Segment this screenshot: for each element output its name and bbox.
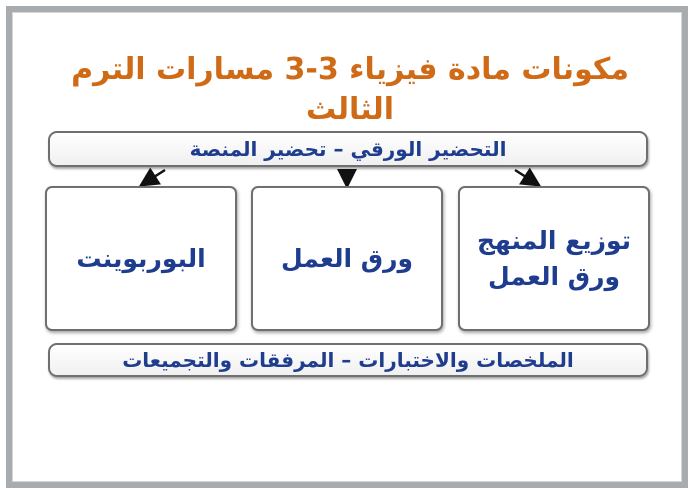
box-worksheets: [251, 186, 443, 331]
top-bar: التحضير الورقي – تحضير المنصة: [48, 131, 648, 167]
arrow-right: [515, 170, 537, 184]
box-1-line-2: ورق العمل: [487, 261, 621, 291]
box-powerpoint: [45, 186, 237, 331]
bottom-bar: الملخصات والاختبارات – المرفقات والتجميعات: [48, 343, 648, 377]
arrow-left: [143, 170, 165, 184]
box-2-line-1: ورق العمل: [280, 243, 414, 273]
box-curriculum-distribution: [458, 186, 650, 331]
box-1-line-1: توزيع المنهج: [476, 225, 632, 255]
box-3-line-1: البوربوينت: [76, 243, 206, 273]
diagram-title: مكونات مادة فيزياء 3-3 مسارات الترم الثالث: [71, 52, 629, 127]
